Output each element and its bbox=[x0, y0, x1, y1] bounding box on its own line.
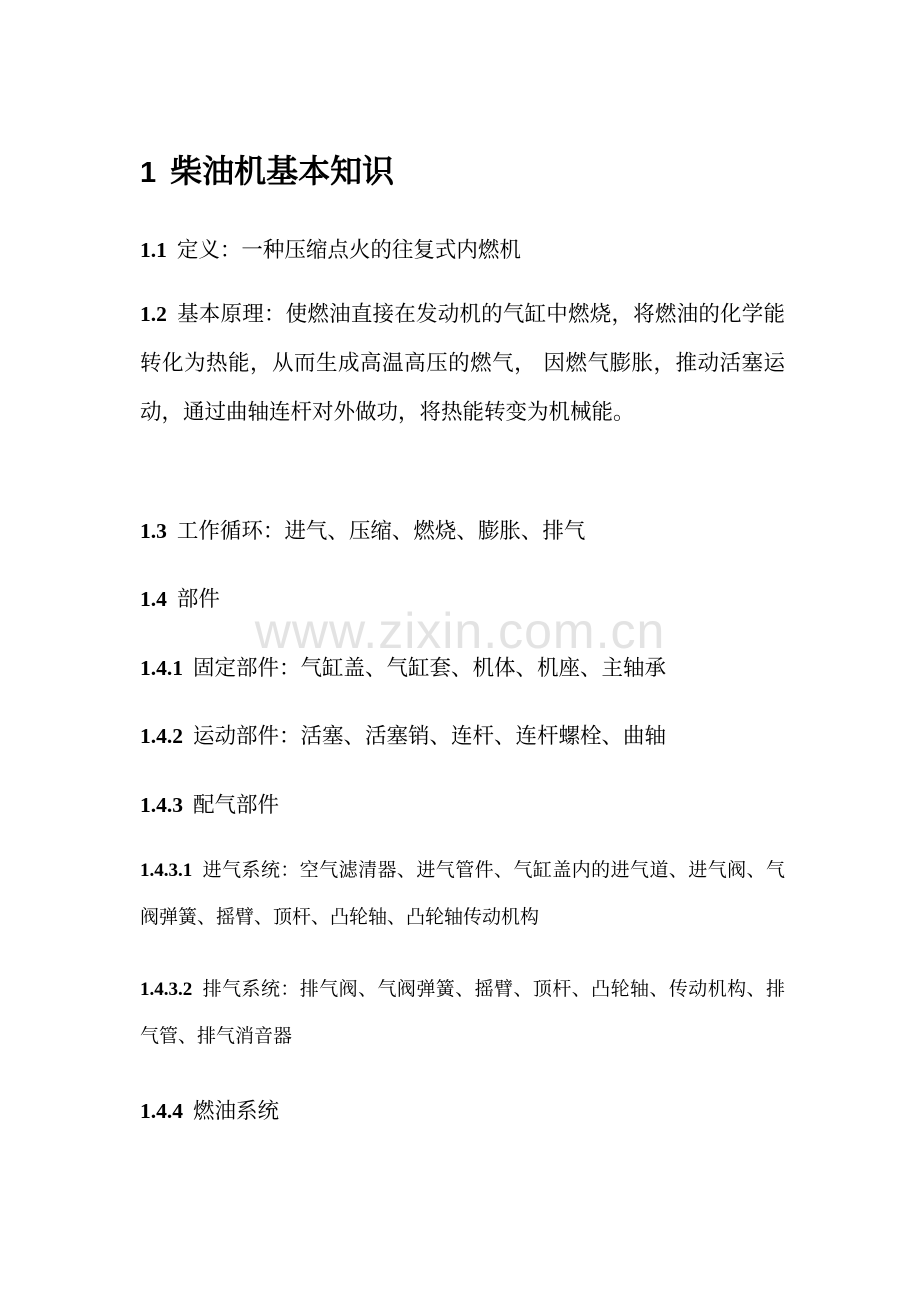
section-text: 固定部件：气缸盖、气缸套、机体、机座、主轴承 bbox=[193, 656, 667, 681]
section-text: 进气系统：空气滤清器、进气管件、气缸盖内的进气道、进气阀、气阀弹簧、摇臂、顶杆、凸轮轴、凸轮轴传动机构 bbox=[140, 859, 785, 928]
section-1-1 bbox=[140, 233, 521, 264]
section-number: 1.3 bbox=[140, 519, 167, 543]
title-number: 1 bbox=[140, 157, 157, 189]
section-text: 排气系统：排气阀、气阀弹簧、摇臂、顶杆、凸轮轴、传动机构、排气管、排气消音器 bbox=[140, 978, 785, 1047]
section-1-4-3-1 bbox=[140, 847, 785, 941]
section-text: 配气部件 bbox=[193, 793, 280, 818]
section-number: 1.4.1 bbox=[140, 656, 183, 680]
section-text: 运动部件：活塞、活塞销、连杆、连杆螺栓、曲轴 bbox=[193, 724, 667, 749]
section-text: 部件 bbox=[176, 587, 220, 612]
section-number: 1.4.3 bbox=[140, 793, 183, 817]
section-number: 1.2 bbox=[140, 302, 167, 326]
section-number: 1.1 bbox=[140, 238, 167, 262]
section-1-4-2 bbox=[140, 719, 666, 750]
section-number: 1.4.4 bbox=[140, 1099, 183, 1123]
section-1-3 bbox=[140, 514, 585, 545]
section-text: 工作循环：进气、压缩、燃烧、膨胀、排气 bbox=[176, 519, 586, 544]
section-1-4-1 bbox=[140, 651, 666, 682]
section-1-4-3-2 bbox=[140, 966, 785, 1060]
section-1-4 bbox=[140, 582, 220, 613]
section-number: 1.4 bbox=[140, 587, 167, 611]
section-1-4-3 bbox=[140, 788, 279, 819]
section-1-2 bbox=[140, 290, 785, 437]
section-text: 定义：一种压缩点火的往复式内燃机 bbox=[176, 238, 521, 263]
section-text: 燃油系统 bbox=[193, 1099, 280, 1124]
section-number: 1.4.3.2 bbox=[140, 979, 193, 1000]
section-number: 1.4.2 bbox=[140, 724, 183, 748]
section-number: 1.4.3.1 bbox=[140, 860, 193, 881]
title-text: 柴油机基本知识 bbox=[170, 152, 395, 190]
section-text: 基本原理：使燃油直接在发动机的气缸中燃烧，将燃油的化学能转化为热能，从而生成高温高压的燃气， 因燃气膨胀，推动活塞运动，通过曲轴连杆对外做功，将热能转变为机械能。 bbox=[140, 302, 785, 425]
watermark: www.zixin.com.cn bbox=[254, 603, 666, 659]
page-title bbox=[140, 146, 394, 192]
section-1-4-4 bbox=[140, 1094, 279, 1125]
